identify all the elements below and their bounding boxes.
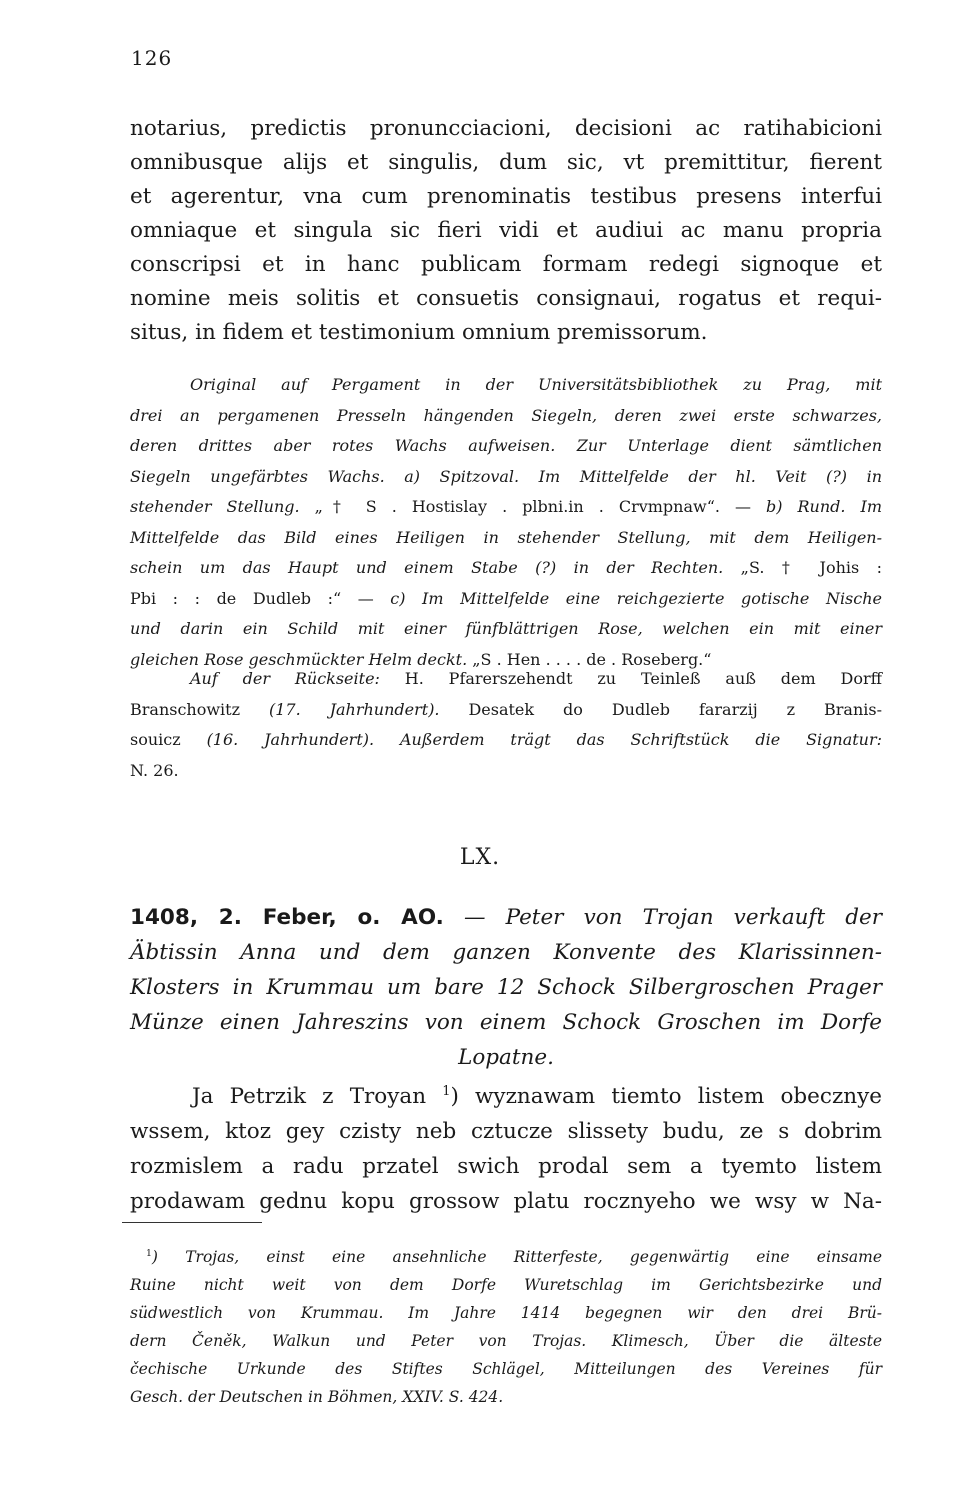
regest-line: Äbtissin Anna und dem ganzen Konvente des Klarissinnen-	[130, 940, 882, 965]
seal-legend: Pbi : : de Dudleb :“ —	[130, 588, 391, 608]
note-line: und darin ein Schild mit einer fünfblättrigen Rose, welchen ein mit einer	[130, 619, 882, 638]
text-line: nomine meis solitis et consuetis consignaui, rogatus et requi-	[130, 286, 882, 311]
footnote-line: südwestlich von Krummau. Im Jahre 1414 begegnen wir den drei Brü-	[130, 1304, 882, 1323]
note-line: drei an pergamenen Presseln hängenden Siegeln, deren zwei erste schwarzes,	[130, 405, 882, 425]
reverse-line: N. 26.	[130, 760, 179, 780]
text-line: notarius, predictis pronuncciacioni, decisioni ac ratihabicioni	[130, 116, 882, 141]
footnote-line	[130, 1240, 882, 1271]
charter-text-part: Ja Petrzik z Troyan	[192, 1084, 443, 1110]
note-line: Mittelfelde das Bild eines Heiligen in stehender Stellung, mit dem Heiligen-	[130, 527, 882, 547]
note-line: Original auf Pergament in der Universitätsbibliothek zu Prag, mit	[190, 375, 882, 394]
charter-line: rozmislem a radu przatel swich prodal sem a tyemto listem	[130, 1154, 882, 1180]
regest-line: Lopatne.	[458, 1045, 554, 1070]
note-italic: (16. Jahrhundert). Außerdem trägt das Schriftstück die Signatur:	[206, 730, 883, 749]
text-line: situs, in fidem et testimonium omnium premissorum.	[130, 320, 708, 345]
seal-legend: „S. † Johis :	[723, 558, 882, 577]
footnote-mark: 1	[146, 1248, 152, 1259]
charter-text-part: ) wyznawam tiemto listem obecznye	[450, 1084, 882, 1110]
main-text	[130, 112, 882, 350]
regest-date: 1408, 2. Feber, o. AO.	[130, 905, 444, 930]
note-italic: b) Rund. Im	[766, 497, 883, 516]
regest-heading	[130, 900, 882, 1075]
footnote-reference[interactable]: 1	[442, 1084, 451, 1099]
footnote-line: Gesch. der Deutschen in Böhmen, XXIV. S. 424.	[130, 1388, 504, 1407]
reverse-line	[130, 725, 882, 756]
reverse-line	[130, 695, 882, 726]
footnote-line: čechische Urkunde des Stiftes Schlägel, Mitteilungen des Vereines für	[130, 1360, 882, 1379]
charter-line	[130, 1074, 882, 1114]
page-number: 126	[131, 46, 173, 70]
document-number: LX.	[459, 845, 501, 870]
note-italic: Auf der Rückseite:	[190, 669, 380, 688]
note-italic: c) Im Mittelfelde eine reichgezierte gotische Nische	[390, 588, 883, 608]
regest-line: Klosters in Krummau um bare 12 Schock Silbergroschen Prager	[130, 975, 882, 1000]
text-line: omniaque et singula sic fieri vidi et audiui ac manu propria	[130, 218, 882, 243]
reverse-text: Branschowitz	[130, 699, 269, 719]
regest-line	[130, 900, 882, 935]
footnote-text: ) Trojas, einst eine ansehnliche Ritterfeste, gegenwärtig eine einsame	[151, 1248, 882, 1267]
note-italic: schein um das Haupt und einem Stabe (?) in der Rechten.	[130, 558, 724, 577]
footnote-line: Ruine nicht weit von dem Dorfe Wuretschlag im Gerichtsbezirke und	[130, 1276, 882, 1295]
reverse-text: H. Pfarerszehendt zu Teinleß auß dem Dorff	[379, 669, 882, 688]
note-italic: gleichen Rose geschmückter Helm deckt.	[130, 649, 468, 669]
charter-text	[130, 1074, 882, 1219]
charter-line: wssem, ktoz gey czisty neb cztucze slissety budu, ze s dobrim	[130, 1119, 882, 1145]
note-italic: stehender Stellung.	[130, 497, 300, 516]
note-line	[130, 584, 882, 615]
reverse-line	[130, 664, 882, 695]
text-line: conscripsi et in hanc publicam formam redegi signoque et	[130, 252, 882, 277]
note-line	[130, 492, 882, 523]
note-italic: (17. Jahrhundert).	[268, 699, 440, 719]
footnote-divider	[122, 1222, 262, 1223]
footnote	[130, 1240, 882, 1411]
note-line: deren drittes aber rotes Wachs aufweisen. Zur Unterlage dient sämtlichen	[130, 436, 882, 455]
note-line	[130, 553, 882, 584]
text-line: omnibusque alijs et singulis, dum sic, vt premittitur, fierent	[130, 150, 882, 175]
footnote-line: dern Čeněk, Walkun und Peter von Trojas. Klimesch, Über die älteste	[130, 1332, 882, 1351]
seal-legend: „† S . Hostislay . plbni.in . Crvmpnaw“. —	[299, 497, 767, 516]
reverse-text: souicz	[130, 730, 207, 749]
reverse-note	[130, 664, 882, 786]
archival-note	[130, 370, 882, 675]
note-line: Siegeln ungefärbtes Wachs. a) Spitzoval. Im Mittelfelde der hl. Veit (?) in	[130, 466, 882, 486]
regest-text: — Peter von Trojan verkauft der	[443, 905, 883, 930]
seal-legend: „S . Hen . . . . de . Roseberg.“	[467, 649, 712, 669]
reverse-text: Desatek do Dudleb fararzij z Branis-	[439, 699, 883, 719]
regest-line: Münze einen Jahreszins von einem Schock Groschen im Dorfe	[130, 1010, 882, 1035]
text-line: et agerentur, vna cum prenominatis testibus presens interfui	[130, 184, 882, 209]
charter-line: prodawam gednu kopu grossow platu rocznyeho we wsy w Na-	[130, 1189, 882, 1215]
